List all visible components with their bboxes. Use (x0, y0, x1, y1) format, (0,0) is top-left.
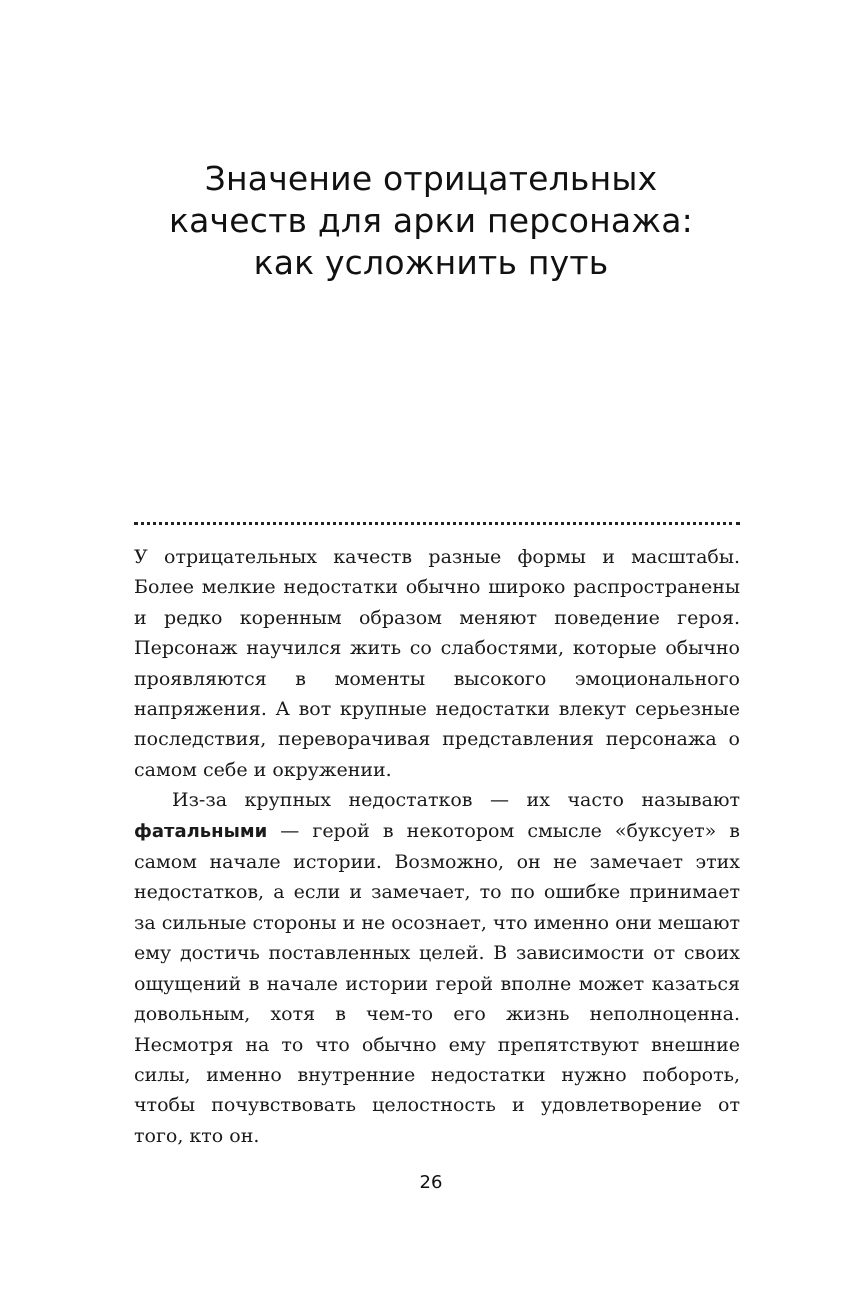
highlighted-term: фатальными (134, 820, 268, 842)
body-text (134, 542, 740, 1151)
chapter-title-line-1: Значение отрицательных (204, 159, 658, 198)
paragraph-1: У отрицательных качеств разные формы и масштабы. Более мелкие недостатки обычно широко распространены и редко коренным образом меняют поведение героя. Персонаж научился жить со слабостями, которые обычно проявляются в моменты высокого эмоционального напряжения. А вот крупные недостатки влекут серьезные последствия, переворачивая представления персонажа о самом себе и окружении. (134, 546, 740, 781)
chapter-title-line-2: качеств для арки персонажа: (169, 201, 693, 240)
chapter-title (0, 158, 862, 284)
paragraph-2 (134, 785, 740, 1151)
page-number: 26 (419, 1172, 443, 1193)
chapter-title-line-3: как усложнить путь (253, 243, 609, 282)
paragraph-2-after: — герой в некотором смысле «буксует» в самом начале истории. Возможно, он не замечает этих недостатков, а если и замечает, то по ошибке принимает за сильные стороны и не осознает, что именно они мешают ему достичь поставленных целей. В зависимости от своих ощущений в начале истории герой вполне может казаться довольным, хотя в чем-то его жизнь неполноценна. Несмотря на то что обычно ему препятствуют внешние силы, именно внутренние недостатки нужно побороть, чтобы почувствовать целостность и удовлетворение от того, кто он. (134, 819, 740, 1147)
dotted-divider (134, 522, 740, 525)
paragraph-2-before: Из-за крупных недостатков — их часто называют (172, 789, 740, 812)
